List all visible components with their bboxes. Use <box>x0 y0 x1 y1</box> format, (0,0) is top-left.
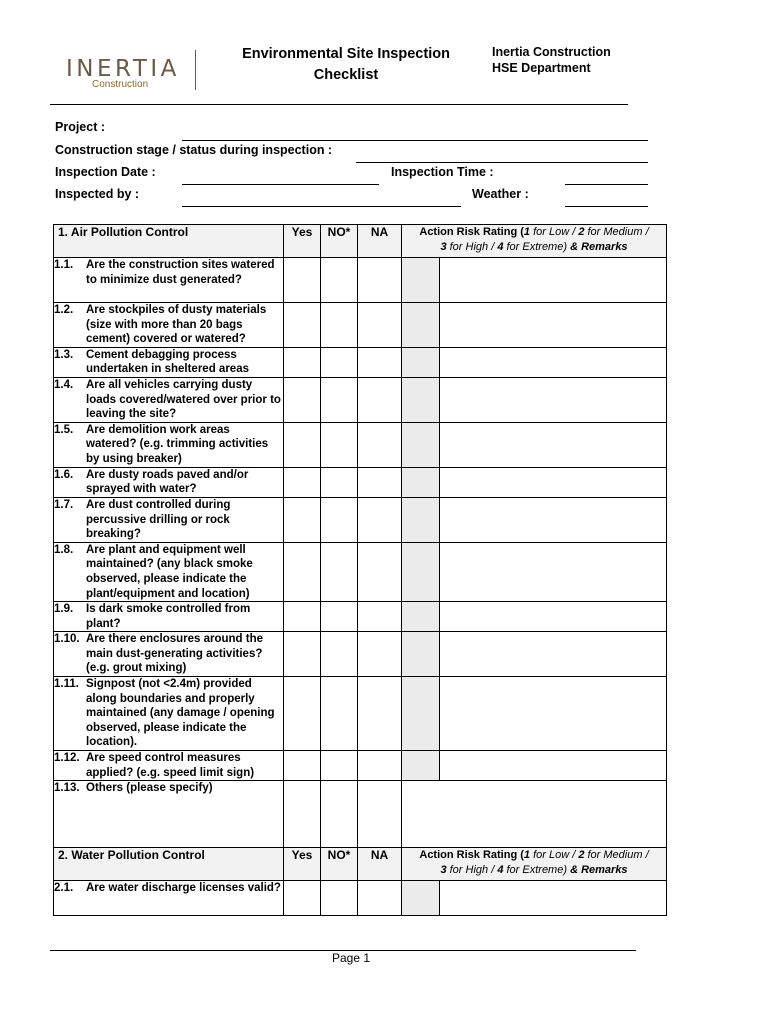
question-number: 1.3. <box>54 348 74 361</box>
remarks-cell[interactable] <box>440 258 667 303</box>
na-checkbox-cell[interactable] <box>358 347 402 377</box>
inertia-logo <box>62 56 202 92</box>
question-cell <box>54 751 284 781</box>
risk-rating-cell[interactable] <box>402 497 440 542</box>
title-line-2: Checklist <box>313 67 379 83</box>
checklist-row-1-2 <box>54 303 667 348</box>
na-checkbox-cell[interactable] <box>358 422 402 467</box>
others-remarks-cell[interactable] <box>402 781 667 848</box>
na-column-header: NA <box>358 848 402 881</box>
na-column-header: NA <box>358 225 402 258</box>
question-cell <box>54 422 284 467</box>
checklist-row-1-4 <box>54 377 667 422</box>
rating-3-label: for High / <box>446 241 498 253</box>
rating-4-label: for Extreme) <box>503 241 568 253</box>
question-cell <box>54 467 284 497</box>
rating-4-label: for Extreme) <box>503 864 568 877</box>
question-text: Are all vehicles carrying dusty loads covered/watered over prior to leaving the site? <box>86 378 281 421</box>
rating-1-label: for Low / <box>530 226 579 238</box>
rating-3-label: for High / <box>446 864 498 877</box>
question-text: Are speed control measures applied? (e.g. speed limit sign) <box>86 752 255 779</box>
rating-1: 1 <box>523 226 531 238</box>
risk-rating-cell[interactable] <box>402 751 440 781</box>
question-cell <box>54 781 284 848</box>
remarks-label: & Remarks <box>567 864 628 877</box>
na-checkbox-cell[interactable] <box>358 632 402 677</box>
logo-subtitle: Construction <box>92 79 149 90</box>
no-checkbox-cell[interactable] <box>321 347 358 377</box>
rating-2: 2 <box>578 849 585 862</box>
no-column-header: NO* <box>321 225 358 258</box>
risk-rating-cell[interactable] <box>402 377 440 422</box>
risk-rating-cell[interactable] <box>402 467 440 497</box>
remarks-cell[interactable] <box>440 632 667 677</box>
question-text: Are demolition work areas watered? (e.g. trimming activities by using breaker) <box>86 423 269 465</box>
question-cell <box>54 258 284 303</box>
question-cell <box>54 632 284 677</box>
na-checkbox-cell[interactable] <box>358 542 402 601</box>
rating-3: 3 <box>440 864 447 877</box>
company-name: Inertia Construction <box>492 45 611 59</box>
question-text: Is dark smoke controlled from plant? <box>86 603 251 630</box>
na-checkbox-cell[interactable] <box>358 377 402 422</box>
question-text: Are dusty roads paved and/or sprayed with water? <box>86 468 249 496</box>
checklist-row-1-9 <box>54 602 667 632</box>
yes-checkbox-cell[interactable] <box>284 467 321 497</box>
remarks-cell[interactable] <box>440 542 667 601</box>
question-number: 1.4. <box>54 378 74 391</box>
department-name: HSE Department <box>492 61 591 75</box>
question-text: Are plant and equipment well maintained? (any black smoke observed, please indicate the plant/equipment and location) <box>86 543 253 600</box>
question-cell <box>54 303 284 348</box>
yes-checkbox-cell[interactable] <box>284 497 321 542</box>
checklist-row-1-1 <box>54 258 667 303</box>
project-label: Project : <box>55 120 106 134</box>
checklist-row-1-3 <box>54 347 667 377</box>
question-number: 1.5. <box>54 423 74 436</box>
inspection-time-field-line[interactable] <box>565 184 648 185</box>
na-checkbox-cell[interactable] <box>358 303 402 348</box>
section-2-header-row <box>54 848 667 881</box>
question-number: 1.11. <box>54 678 79 691</box>
remarks-cell[interactable] <box>440 677 667 751</box>
rating-4: 4 <box>497 241 504 253</box>
checklist-row-2-1 <box>54 881 667 916</box>
no-checkbox-cell[interactable] <box>321 881 358 916</box>
title-line-1: Environmental Site Inspection <box>242 46 450 62</box>
risk-rating-cell[interactable] <box>402 258 440 303</box>
risk-rating-cell[interactable] <box>402 347 440 377</box>
yes-checkbox-cell[interactable] <box>284 347 321 377</box>
no-column-header: NO* <box>321 848 358 881</box>
checklist-row-1-7 <box>54 497 667 542</box>
risk-rating-cell[interactable] <box>402 542 440 601</box>
checklist-row-1-8 <box>54 542 667 601</box>
remarks-cell[interactable] <box>440 377 667 422</box>
rating-1-label: for Low / <box>530 849 579 862</box>
question-number: 1.7. <box>54 498 74 511</box>
remarks-cell[interactable] <box>440 303 667 348</box>
remarks-label: & Remarks <box>567 241 628 253</box>
risk-rating-cell[interactable] <box>402 881 440 916</box>
question-cell <box>54 347 284 377</box>
project-field-line[interactable] <box>182 140 648 141</box>
action-rating-prefix: Action Risk Rating ( <box>419 226 524 238</box>
question-number: 1.12. <box>54 752 80 765</box>
question-number: 1.9. <box>54 603 74 616</box>
question-text: Are dust controlled during percussive drilling or rock breaking? <box>86 498 231 541</box>
question-number: 1.13. <box>54 782 80 795</box>
inspection-date-label: Inspection Date : <box>55 165 156 179</box>
remarks-cell[interactable] <box>440 422 667 467</box>
na-checkbox-cell[interactable] <box>358 497 402 542</box>
risk-rating-cell[interactable] <box>402 632 440 677</box>
no-checkbox-cell[interactable] <box>321 677 358 751</box>
no-checkbox-cell[interactable] <box>321 542 358 601</box>
remarks-cell[interactable] <box>440 881 667 916</box>
construction-stage-label: Construction stage / status during inspection : <box>55 143 333 157</box>
rating-1: 1 <box>523 849 531 862</box>
inspected-by-label: Inspected by : <box>55 187 140 201</box>
yes-checkbox-cell[interactable] <box>284 881 321 916</box>
question-number: 1.2. <box>54 304 74 316</box>
question-cell <box>54 602 284 632</box>
yes-checkbox-cell[interactable] <box>284 781 321 848</box>
company-block <box>492 44 611 76</box>
remarks-cell[interactable] <box>440 602 667 632</box>
checklist-row-1-13 <box>54 781 667 848</box>
no-checkbox-cell[interactable] <box>321 303 358 348</box>
yes-column-header: Yes <box>284 848 321 881</box>
na-checkbox-cell[interactable] <box>358 258 402 303</box>
risk-rating-cell[interactable] <box>402 677 440 751</box>
remarks-cell[interactable] <box>440 467 667 497</box>
no-checkbox-cell[interactable] <box>321 632 358 677</box>
na-checkbox-cell[interactable] <box>358 881 402 916</box>
checklist-row-1-5 <box>54 422 667 467</box>
rating-3: 3 <box>440 241 447 253</box>
question-cell <box>54 497 284 542</box>
document-title <box>226 44 466 86</box>
risk-rating-cell[interactable] <box>402 303 440 348</box>
yes-checkbox-cell[interactable] <box>284 258 321 303</box>
risk-rating-cell[interactable] <box>402 422 440 467</box>
yes-column-header: Yes <box>284 225 321 258</box>
question-text: Are there enclosures around the main dust-generating activities? (e.g. grout mixing) <box>86 633 264 675</box>
logo-wordmark: INERTIA <box>66 56 180 82</box>
action-rating-prefix: Action Risk Rating ( <box>419 849 524 862</box>
logo-divider <box>195 50 196 90</box>
na-checkbox-cell[interactable] <box>358 602 402 632</box>
no-checkbox-cell[interactable] <box>321 467 358 497</box>
question-number: 1.8. <box>54 543 74 556</box>
yes-checkbox-cell[interactable] <box>284 632 321 677</box>
na-checkbox-cell[interactable] <box>358 781 402 848</box>
no-checkbox-cell[interactable] <box>321 422 358 467</box>
action-risk-rating-header <box>402 848 667 881</box>
remarks-cell[interactable] <box>440 347 667 377</box>
question-text: Are the construction sites watered to minimize dust generated? <box>86 259 275 286</box>
yes-checkbox-cell[interactable] <box>284 677 321 751</box>
question-number: 1.10. <box>54 633 80 646</box>
inspection-date-field-line[interactable] <box>182 184 379 185</box>
no-checkbox-cell[interactable] <box>321 258 358 303</box>
question-cell <box>54 677 284 751</box>
question-text: Cement debagging process undertaken in sheltered areas <box>86 348 249 376</box>
inspection-time-label: Inspection Time : <box>391 165 494 179</box>
rating-2-label: for Medium / <box>584 226 649 238</box>
rating-2-label: for Medium / <box>584 849 649 862</box>
checklist-row-1-10 <box>54 632 667 677</box>
page-number: Page 1 <box>331 951 371 965</box>
inspected-by-field-line[interactable] <box>182 206 461 207</box>
construction-stage-field-line[interactable] <box>356 162 648 163</box>
no-checkbox-cell[interactable] <box>321 497 358 542</box>
na-checkbox-cell[interactable] <box>358 467 402 497</box>
question-cell <box>54 881 284 916</box>
section-1-title: 1. Air Pollution Control <box>54 225 284 258</box>
no-checkbox-cell[interactable] <box>321 781 358 848</box>
weather-field-line[interactable] <box>565 206 648 207</box>
yes-checkbox-cell[interactable] <box>284 422 321 467</box>
question-cell <box>54 377 284 422</box>
question-number: 1.6. <box>54 468 74 481</box>
checklist-row-1-11 <box>54 677 667 751</box>
weather-label: Weather : <box>472 187 529 201</box>
question-text: Are stockpiles of dusty materials (size with more than 20 bags cement) covered or watered? <box>86 304 267 346</box>
risk-rating-cell[interactable] <box>402 602 440 632</box>
yes-checkbox-cell[interactable] <box>284 751 321 781</box>
remarks-cell[interactable] <box>440 751 667 781</box>
question-text: Are water discharge licenses valid? <box>86 882 281 895</box>
question-text: Signpost (not <2.4m) provided along boundaries and properly maintained (any damage / opening observed, please indicate the location). <box>86 678 275 749</box>
section-2-title: 2. Water Pollution Control <box>54 848 284 881</box>
section-1-header-row <box>54 225 667 258</box>
header-divider <box>50 104 628 105</box>
na-checkbox-cell[interactable] <box>358 677 402 751</box>
question-text: Others (please specify) <box>86 782 213 795</box>
question-number: 2.1. <box>54 882 74 895</box>
checklist-row-1-12 <box>54 751 667 781</box>
no-checkbox-cell[interactable] <box>321 602 358 632</box>
rating-4: 4 <box>497 864 504 877</box>
yes-checkbox-cell[interactable] <box>284 602 321 632</box>
na-checkbox-cell[interactable] <box>358 751 402 781</box>
yes-checkbox-cell[interactable] <box>284 377 321 422</box>
question-cell <box>54 542 284 601</box>
remarks-cell[interactable] <box>440 497 667 542</box>
rating-2: 2 <box>578 226 585 238</box>
yes-checkbox-cell[interactable] <box>284 542 321 601</box>
action-risk-rating-header <box>402 225 667 258</box>
question-number: 1.1. <box>54 259 74 271</box>
checklist-row-1-6 <box>54 467 667 497</box>
no-checkbox-cell[interactable] <box>321 751 358 781</box>
yes-checkbox-cell[interactable] <box>284 303 321 348</box>
inspection-checklist-table <box>53 224 667 916</box>
no-checkbox-cell[interactable] <box>321 377 358 422</box>
